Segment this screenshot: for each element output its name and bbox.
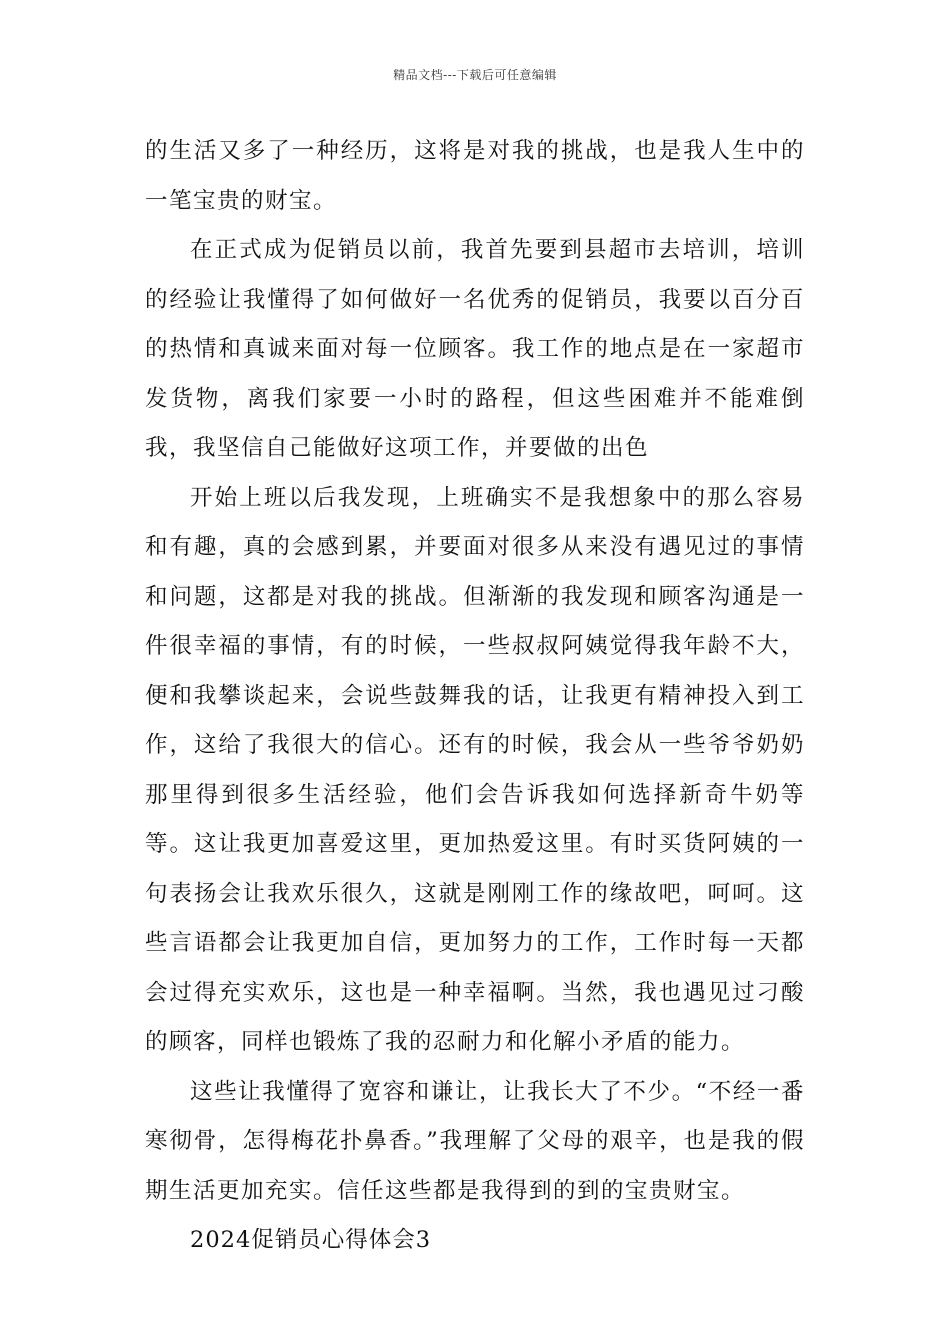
section-heading: 2024促销员心得体会3: [190, 1227, 432, 1253]
paragraph-continuation: 的生活又多了一种经历，这将是对我的挑战，也是我人生中的一笔宝贵的财宝。: [145, 138, 805, 214]
document-body: [145, 127, 805, 1266]
paragraph-training: 在正式成为促销员以前，我首先要到县超市去培训，培训的经验让我懂得了如何做好一名优秀的促销员，我要以百分百的热情和真诚来面对每一位顾客。我工作的地点是在一家超市发货物，离我们家要一小时的路程，但这些困难并不能难倒我，我坚信自己能做好这项工作，并要做的出色: [145, 237, 805, 461]
paragraph-work-experience: 开始上班以后我发现，上班确实不是我想象中的那么容易和有趣，真的会感到累，并要面对很多从来没有遇见过的事情和问题，这都是对我的挑战。但渐渐的我发现和顾客沟通是一件很幸福的事情，有的时候，一些叔叔阿姨觉得我年龄不大，便和我攀谈起来，会说些鼓舞我的话，让我更有精神投入到工作，这给了我很大的信心。还有的时候，我会从一些爷爷奶奶那里得到很多生活经验，他们会告诉我如何选择新奇牛奶等等。这让我更加喜爱这里，更加热爱这里。有时买货阿姨的一句表扬会让我欢乐很久，这就是刚刚工作的缘故吧，呵呵。这些言语都会让我更加自信，更加努力的工作，工作时每一天都会过得充实欢乐，这也是一种幸福啊。当然，我也遇见过刁酸的顾客，同样也锻炼了我的忍耐力和化解小矛盾的能力。: [145, 484, 805, 1055]
paragraph-lessons: 这些让我懂得了宽容和谦让，让我长大了不少。“不经一番寒彻骨，怎得梅花扑鼻香。”我理解了父母的艰辛，也是我的假期生活更加充实。信任这些都是我得到的到的宝贵财宝。: [145, 1078, 805, 1204]
page-header: 精品文档---下载后可任意编辑: [393, 68, 557, 82]
